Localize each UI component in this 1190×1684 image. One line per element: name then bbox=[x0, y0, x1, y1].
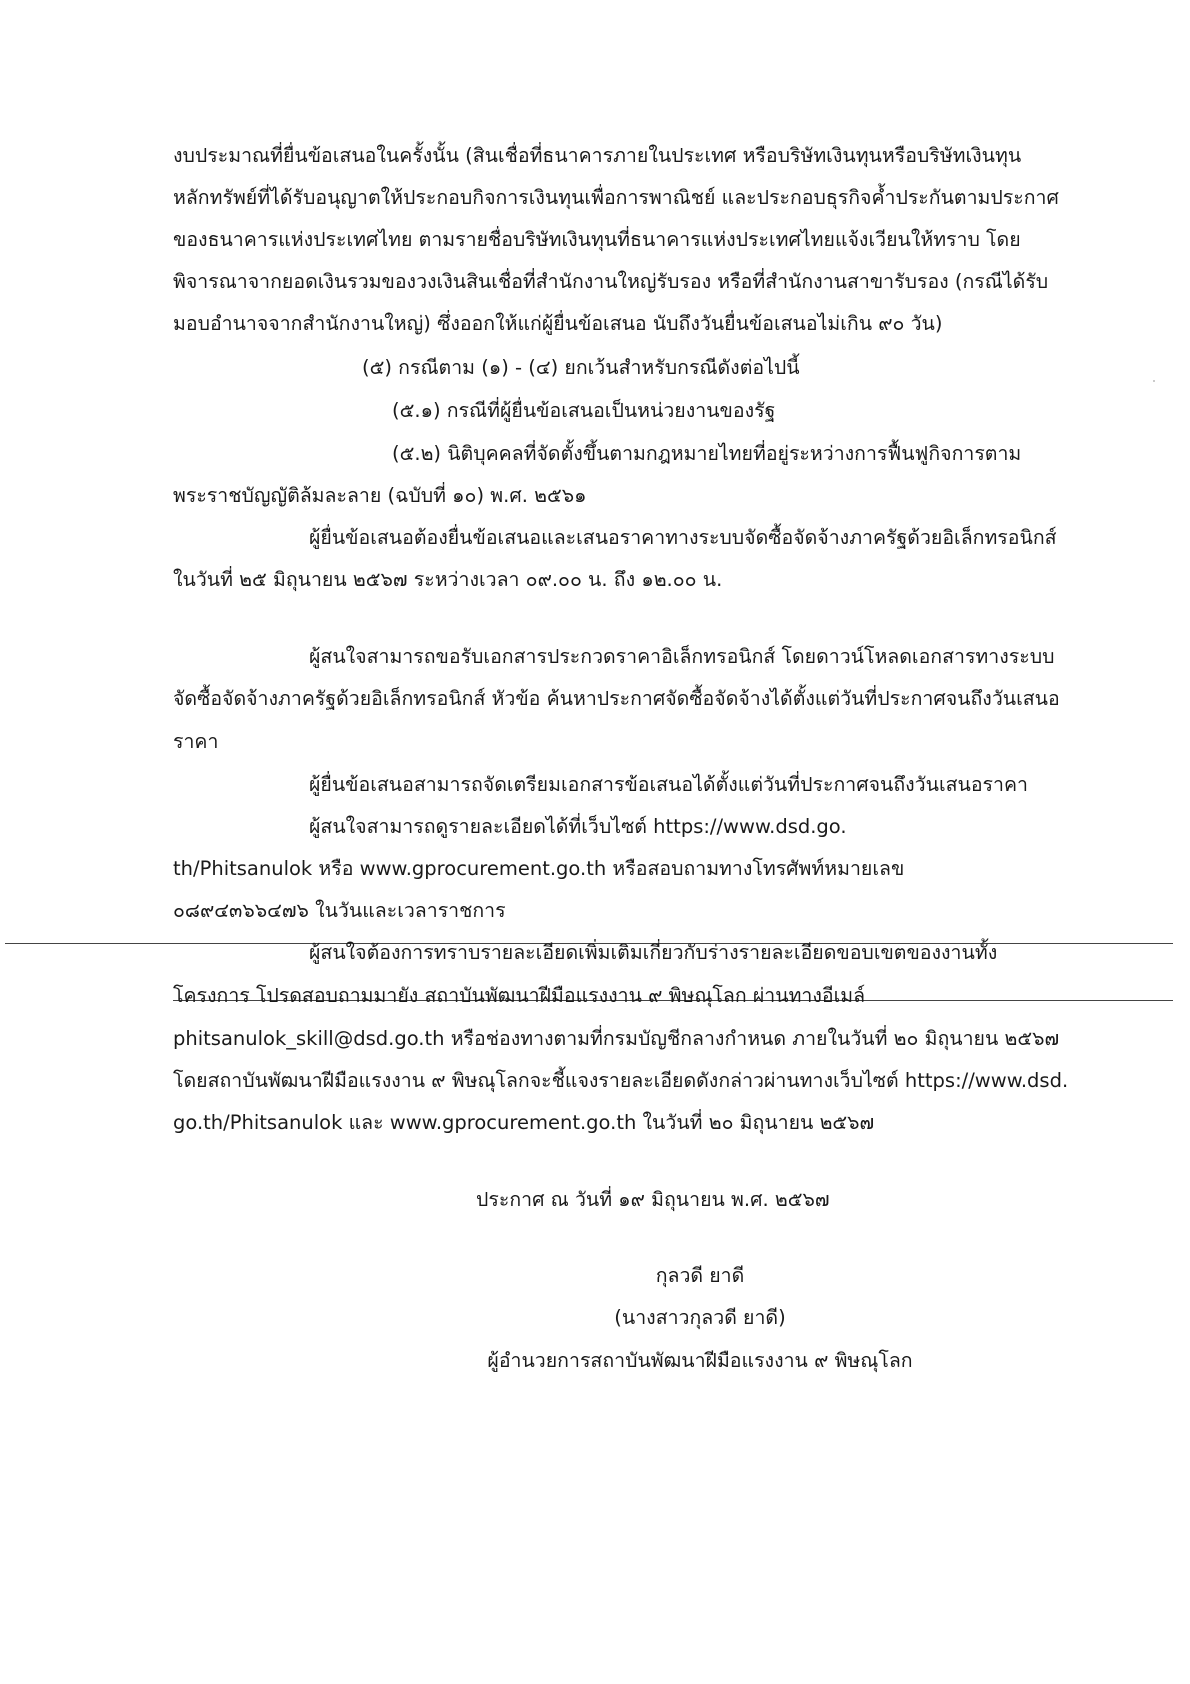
download-text-line: ผู้สนใจสามารถขอรับเอกสารประกวดราคาอิเล็กทรอนิกส์ โดยดาวน์โหลดเอกสารทางระบบ bbox=[309, 645, 1055, 668]
download-text-line: จัดซื้อจัดจ้างภาครัฐด้วยอิเล็กทรอนิกส์ หัวข้อ ค้นหาประกาศจัดซื้อจัดจ้างได้ตั้งแต่วันที่ประกาศจนถึงวันเสนอ bbox=[173, 687, 1060, 710]
list-item-5: (๕) กรณีตาม (๑) - (๔) ยกเว้นสำหรับกรณีดังต่อไปนี้ bbox=[362, 356, 800, 379]
list-item-5-2: (๕.๒) นิติบุคคลที่จัดตั้งขึ้นตามกฎหมายไทยที่อยู่ระหว่างการฟื้นฟูกิจการตาม bbox=[392, 442, 1022, 465]
list-item-5-2-continued: พระราชบัญญัติล้มละลาย (ฉบับที่ ๑๐) พ.ศ. ๒๕๖๑ bbox=[173, 484, 587, 507]
body-text-line: ของธนาคารแห่งประเทศไทย ตามรายชื่อบริษัทเงินทุนที่ธนาคารแห่งประเทศไทยแจ้งเวียนให้ทราบ โดย bbox=[173, 228, 1021, 251]
list-item-5-1: (๕.๑) กรณีที่ผู้ยื่นข้อเสนอเป็นหน่วยงานของรัฐ bbox=[392, 399, 776, 422]
body-text-line: มอบอำนาจจากสำนักงานใหญ่) ซึ่งออกให้แก่ผู้ยื่นข้อเสนอ นับถึงวันยื่นข้อเสนอไม่เกิน ๙๐ วัน) bbox=[173, 312, 943, 335]
signatory-position: ผู้อำนวยการสถาบันพัฒนาฝีมือแรงงาน ๙ พิษณุโลก bbox=[487, 1349, 913, 1372]
submission-text-line: ในวันที่ ๒๕ มิถุนายน ๒๕๖๗ ระหว่างเวลา ๐๙.๐๐ น. ถึง ๑๒.๐๐ น. bbox=[173, 568, 723, 591]
details-text-line: ผู้สนใจสามารถดูรายละเอียดได้ที่เว็บไซต์ https://www.dsd.go. bbox=[309, 815, 847, 838]
body-text-line: พิจารณาจากยอดเงินรวมของวงเงินสินเชื่อที่สำนักงานใหญ่รับรอง หรือที่สำนักงานสาขารับรอง (กรณีได้รับ bbox=[173, 270, 1049, 293]
inquiry-text-line: go.th/Phitsanulok และ www.gprocurement.go.th ในวันที่ ๒๐ มิถุนายน ๒๕๖๗ bbox=[173, 1111, 875, 1134]
inquiry-text-line: ผู้สนใจต้องการทราบรายละเอียดเพิ่มเติมเกี่ยวกับร่างรายละเอียดขอบเขตของงานทั้ง bbox=[309, 941, 998, 964]
signature-name: กุลวดี ยาดี bbox=[655, 1264, 745, 1287]
inquiry-text-line: โครงการ โปรดสอบถามมายัง สถาบันพัฒนาฝีมือแรงงาน ๙ พิษณุโลก ผ่านทางอีเมล์ bbox=[173, 984, 866, 1007]
body-text-line: งบประมาณที่ยื่นข้อเสนอในครั้งนั้น (สินเชื่อที่ธนาคารภายในประเทศ หรือบริษัทเงินทุนหรือบริษัทเงินทุน bbox=[173, 144, 1022, 167]
inquiry-text-line: โดยสถาบันพัฒนาฝีมือแรงงาน ๙ พิษณุโลกจะชี้แจงรายละเอียดดังกล่าวผ่านทางเว็บไซต์ https://www.dsd. bbox=[173, 1069, 1069, 1092]
prepare-text-line: ผู้ยื่นข้อเสนอสามารถจัดเตรียมเอกสารข้อเสนอได้ตั้งแต่วันที่ประกาศจนถึงวันเสนอราคา bbox=[309, 773, 1028, 796]
submission-text-line: ผู้ยื่นข้อเสนอต้องยื่นข้อเสนอและเสนอราคาทางระบบจัดซื้อจัดจ้างภาครัฐด้วยอิเล็กทรอนิกส์ bbox=[309, 526, 1057, 549]
signatory-full-name: (นางสาวกุลวดี ยาดี) bbox=[614, 1306, 786, 1329]
announcement-date: ประกาศ ณ วันที่ ๑๙ มิถุนายน พ.ศ. ๒๕๖๗ bbox=[476, 1188, 830, 1211]
download-text-line: ราคา bbox=[173, 730, 219, 753]
details-text-line: th/Phitsanulok หรือ www.gprocurement.go.th หรือสอบถามทางโทรศัพท์หมายเลข bbox=[173, 857, 905, 880]
details-text-line: ๐๘๙๔๓๖๖๔๗๖ ในวันและเวลาราชการ bbox=[173, 899, 506, 922]
inquiry-text-line: phitsanulok_skill@dsd.go.th หรือช่องทางตามที่กรมบัญชีกลางกำหนด ภายในวันที่ ๒๐ มิถุนายน ๒๕๖๗ bbox=[173, 1027, 1060, 1050]
scan-speck bbox=[1153, 380, 1155, 382]
body-text-line: หลักทรัพย์ที่ได้รับอนุญาตให้ประกอบกิจการเงินทุนเพื่อการพาณิชย์ และประกอบธุรกิจค้ำประกันตามประกาศ bbox=[173, 186, 1059, 209]
